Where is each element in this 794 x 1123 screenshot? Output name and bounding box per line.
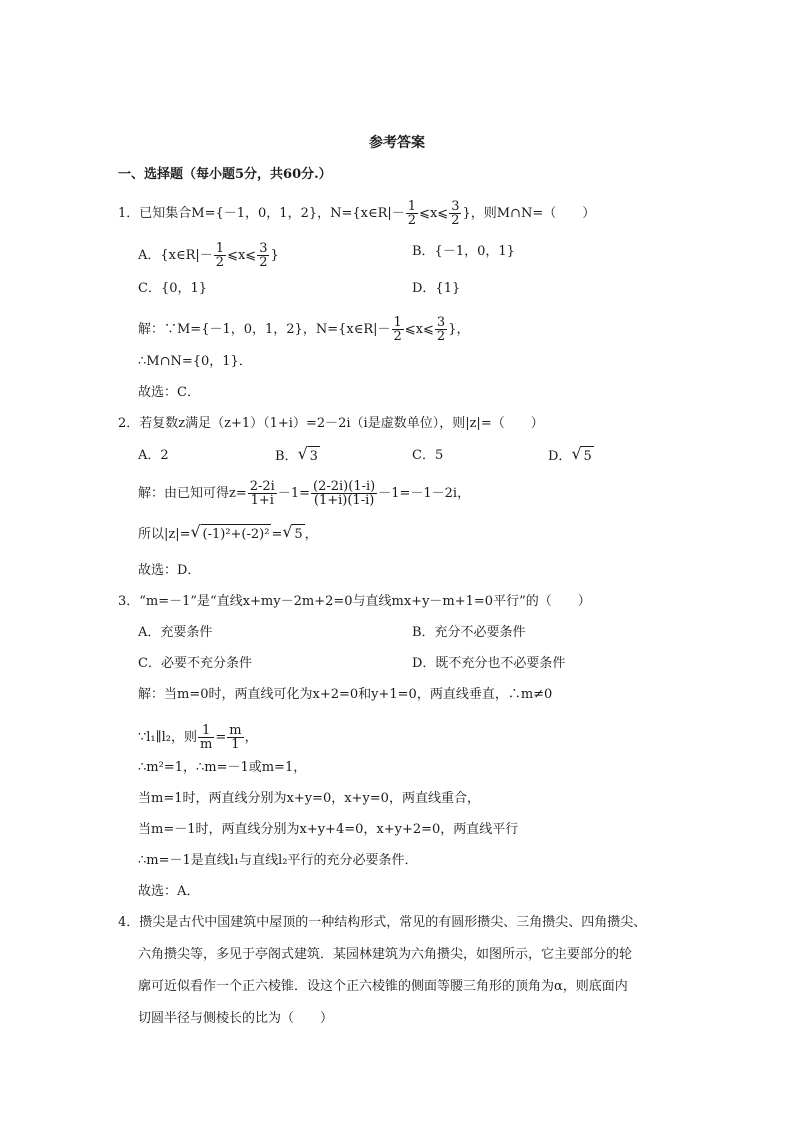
- fraction: [214, 242, 226, 269]
- radicand: 5: [581, 446, 593, 467]
- fraction: [392, 316, 404, 343]
- option-text: A．{x∈R|－: [138, 248, 213, 263]
- solution-text: 解：∵M={－1，0，1，2}，N={x∈R|－: [138, 322, 391, 337]
- fraction: [449, 200, 461, 227]
- radicand: 3: [308, 446, 320, 467]
- q2-option-a: A．2: [138, 448, 169, 463]
- q1-stem-end: }，则M∩N=（ ）: [462, 206, 596, 221]
- radicand: 5: [292, 524, 304, 545]
- q1-option-b: B．{－1，0，1}: [412, 244, 515, 259]
- solution-text: －1=－1－2i，: [378, 486, 471, 501]
- q2-answer: 故选：D．: [138, 563, 201, 578]
- q1-option-d: D．{1}: [412, 281, 461, 296]
- fraction-denominator: m: [200, 737, 213, 752]
- fraction-denominator: 1+i: [250, 493, 274, 508]
- fraction-numerator: 3: [259, 241, 268, 256]
- fraction-numerator: 1: [407, 199, 417, 214]
- fraction-denominator: 2: [451, 213, 460, 228]
- option-text: B．: [275, 449, 298, 464]
- fraction: [435, 316, 447, 343]
- q2-option-c: C．5: [412, 448, 444, 463]
- solution-text: =: [271, 527, 283, 542]
- fraction: [257, 242, 269, 269]
- fraction-denominator: 2: [407, 213, 417, 228]
- fraction: [406, 200, 418, 227]
- q3-solution-3: ∴m²=1，∴m=－1或m=1，: [138, 760, 307, 775]
- fraction: [311, 480, 377, 507]
- sqrt-symbol: √ 5: [571, 446, 593, 467]
- q3-option-b: B．充分不必要条件: [412, 625, 526, 640]
- q3-solution-2: [138, 724, 258, 751]
- q2-solution: [138, 480, 470, 507]
- q1-solution: [138, 316, 469, 343]
- q3-stem: 3．“m=－1”是“直线x+my－2m+2=0与直线mx+y－m+1=0平行”的（ ）: [118, 594, 591, 609]
- q1-stem: [118, 200, 595, 227]
- fraction-numerator: 1: [198, 724, 214, 738]
- option-text: ⩽x⩽: [227, 248, 257, 263]
- q2-stem: 2．若复数z满足（z+1）（1+i）=2－2i（i是虚数单位），则|z|=（ ）: [118, 416, 544, 431]
- fraction-denominator: 1: [231, 737, 240, 752]
- q3-option-d: D．既不充分也不必要条件: [412, 656, 566, 671]
- q3-option-c: C．必要不充分条件: [138, 656, 252, 671]
- solution-text: ，: [244, 730, 258, 745]
- q1-answer: 故选：C．: [138, 385, 200, 400]
- fraction: [248, 480, 277, 507]
- fraction: [227, 724, 243, 751]
- fraction-denominator: 2: [393, 329, 402, 344]
- q1-stem-ineq: ⩽x⩽: [419, 206, 449, 221]
- solution-text: 解：由已知可得z=: [138, 486, 247, 501]
- q4-stem-line-2: 六角攒尖等，多见于亭阁式建筑．某园林建筑为六角攒尖，如图所示，它主要部分的轮: [138, 947, 633, 962]
- fraction-numerator: 1: [393, 315, 402, 330]
- solution-text: =: [215, 730, 227, 745]
- q3-solution-1: 解：当m=0时，两直线可化为x+2=0和y+1=0，两直线垂直，∴m≠0: [138, 687, 553, 702]
- q3-solution-4: 当m=1时，两直线分别为x+y=0，x+y=0，两直线重合，: [138, 791, 480, 806]
- q4-stem-line-4: 切圆半径与侧棱长的比为（ ）: [138, 1011, 334, 1026]
- solution-text: }，: [448, 322, 470, 337]
- fraction-denominator: 2: [259, 255, 268, 270]
- fraction-numerator: 1: [215, 241, 225, 256]
- radicand: (-1)²+(-2)²: [201, 524, 272, 545]
- q3-answer: 故选：A．: [138, 884, 200, 899]
- q3-solution-6: ∴m=－1是直线l₁与直线l₂平行的充分必要条件．: [138, 853, 418, 868]
- q1-solution-2: ∴M∩N={0，1}．: [138, 354, 252, 369]
- fraction-numerator: 3: [451, 199, 460, 214]
- fraction-numerator: m: [229, 723, 242, 738]
- sqrt-symbol: √ 5: [282, 524, 304, 545]
- q1-stem-text: 1．已知集合: [118, 206, 192, 221]
- fraction-numerator: 3: [436, 315, 446, 330]
- q2-option-d: [548, 446, 594, 467]
- solution-text: ∵l₁∥l₂，则: [138, 730, 198, 745]
- fraction: [198, 724, 214, 751]
- fraction-denominator: 2: [436, 329, 446, 344]
- option-text: }: [270, 248, 279, 263]
- q2-solution-2: [138, 524, 318, 545]
- q4-stem-line-1: 4．攒尖是古代中国建筑中屋顶的一种结构形式，常见的有圆形攒尖、三角攒尖、四角攒尖、: [118, 915, 647, 930]
- section-heading: 一、选择题（每小题5分，共60分.）: [118, 167, 332, 182]
- q1-option-c: C．{0，1}: [138, 281, 208, 296]
- q4-stem-line-3: 廓可近似看作一个正六棱锥．设这个正六棱锥的侧面等腰三角形的顶角为α，则底面内: [138, 979, 628, 994]
- solution-text: 所以|z|=: [138, 527, 191, 542]
- page-title: 参考答案: [369, 135, 425, 151]
- solution-text: －1=: [277, 486, 311, 501]
- fraction-denominator: (1+i)(1-i): [313, 493, 375, 508]
- q2-option-b: [275, 446, 320, 467]
- solution-text: ，: [304, 527, 318, 542]
- q3-solution-5: 当m=－1时，两直线分别为x+y+4=0，x+y+2=0，两直线平行: [138, 822, 519, 837]
- sqrt-symbol: √ 3: [298, 446, 320, 467]
- q3-option-a: A．充要条件: [138, 625, 213, 640]
- option-text: D．: [548, 449, 572, 464]
- sqrt-symbol: √ (-1)²+(-2)²: [191, 524, 272, 545]
- fraction-denominator: 2: [215, 255, 225, 270]
- q1-option-a: [138, 242, 279, 269]
- fraction-numerator: 2-2i: [249, 479, 275, 494]
- q1-stem-set: M={－1，0，1，2}，N={x∈R|－: [191, 206, 405, 221]
- solution-text: ⩽x⩽: [404, 322, 434, 337]
- fraction-numerator: (2-2i)(1-i): [313, 479, 376, 494]
